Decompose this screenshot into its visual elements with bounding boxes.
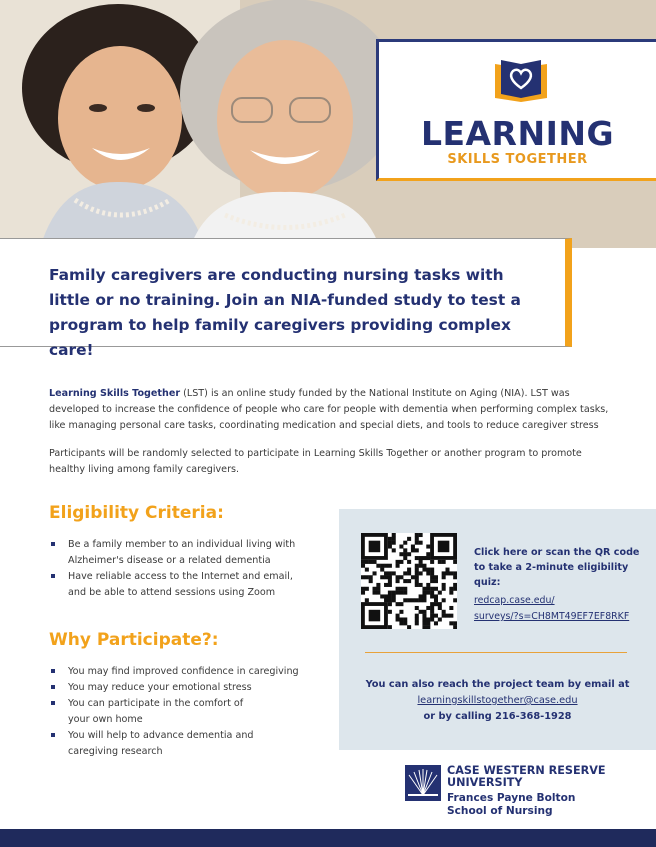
program-logo — [376, 39, 656, 181]
school-name-line1: Frances Payne Bolton — [447, 792, 576, 804]
headline-callout — [0, 238, 572, 359]
university-name-line2: UNIVERSITY — [447, 776, 523, 789]
list-item: You will help to advance dementia and caregiving research — [49, 728, 264, 760]
why-participate-list — [49, 664, 311, 760]
quiz-link-line1[interactable]: redcap.case.edu/ — [474, 595, 555, 606]
divider — [365, 652, 627, 653]
list-item: You may reduce your emotional stress — [49, 680, 311, 696]
logo-subtitle: SKILLS TOGETHER — [447, 152, 588, 167]
email-link[interactable]: learningskillstogether@case.edu — [417, 695, 578, 706]
quiz-link[interactable] — [474, 593, 649, 625]
participants-paragraph: Participants will be randomly selected to participate in Learning Skills Together or another program to promote healthy living among family caregivers. — [49, 448, 582, 475]
headline-text: Family caregivers are conducting nursing tasks with little or no training. Join an NIA-funded study to test a program to help family caregivers providing complex care! — [49, 266, 521, 359]
list-item: You may find improved confidence in caregiving — [49, 664, 311, 680]
school-name — [447, 792, 647, 817]
intro-body: (LST) is an online study funded by the National Institute on Aging (NIA). LST was developed to increase the confidence of people who care for people with dementia when performing complex tasks, like managing personal care tasks, coordinating medication and special diets, and tools to reduce caregiver stress — [49, 388, 609, 431]
contact-info — [349, 677, 646, 725]
list-item: Be a family member to an individual living with Alzheimer's disease or a related dementia — [49, 537, 311, 569]
phone-line: or by calling 216-368-1928 — [423, 711, 572, 722]
eligibility-list — [49, 537, 311, 601]
list-item: Have reliable access to the Internet and email, and be able to attend sessions using Zoom — [49, 569, 311, 601]
book-heart-icon — [491, 58, 551, 102]
why-participate-heading: Why Participate?: — [49, 630, 219, 650]
intro-paragraph — [49, 386, 619, 434]
university-name — [447, 765, 647, 789]
university-name-line1: CASE WESTERN RESERVE — [447, 764, 606, 777]
qr-code[interactable] — [361, 533, 457, 629]
cwru-sunburst-icon — [405, 765, 441, 801]
school-name-line2: School of Nursing — [447, 804, 553, 817]
quiz-call-to-action[interactable]: Click here or scan the QR code to take a 2-minute eligibility quiz: — [474, 547, 640, 588]
university-logo — [405, 764, 606, 817]
footer-bar — [0, 829, 656, 847]
intro-lead: Learning Skills Together — [49, 388, 181, 399]
eligibility-heading: Eligibility Criteria: — [49, 503, 224, 523]
logo-title: LEARNING — [420, 114, 615, 153]
quiz-link-line2[interactable]: surveys/?s=CH8MT49EF7EF8RKF — [474, 611, 630, 622]
qr-code-icon — [361, 533, 457, 629]
quiz-panel — [339, 509, 656, 750]
list-item: You can participate in the comfort of your own home — [49, 696, 264, 728]
contact-line: You can also reach the project team by email at — [365, 679, 630, 690]
